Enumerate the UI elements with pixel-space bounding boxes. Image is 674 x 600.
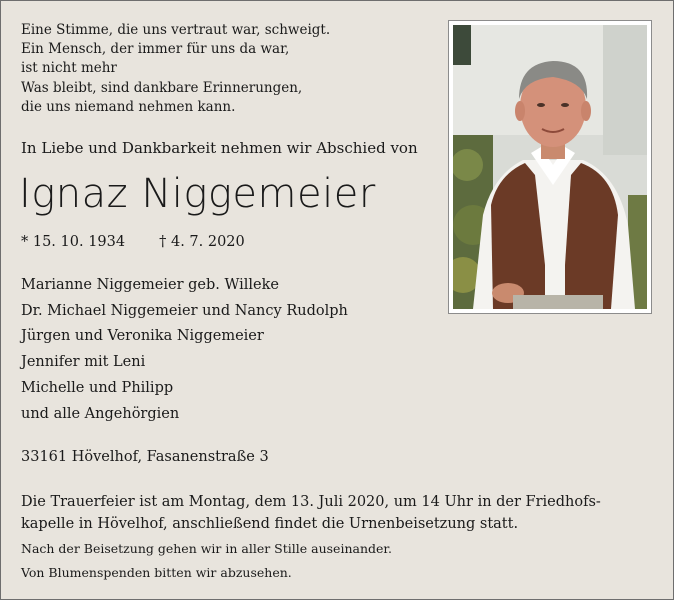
- poem-line: Ein Mensch, der immer für uns da war,: [21, 41, 290, 58]
- mourners-list: [21, 273, 348, 427]
- life-dates: [21, 234, 279, 250]
- burial-note: Nach der Beisetzung gehen wir in aller Stille auseinander.: [21, 541, 392, 556]
- poem-line: Eine Stimme, die uns vertraut war, schweigt.: [21, 22, 331, 38]
- mourner-entry: Dr. Michael Niggemeier und Nancy Rudolph: [21, 302, 348, 319]
- service-line: Die Trauerfeier ist am Montag, dem 13. Juli 2020, um 14 Uhr in der Friedhofs-: [21, 494, 601, 510]
- portrait-photo-image: [453, 25, 647, 309]
- mourner-entry: Marianne Niggemeier geb. Willeke: [21, 277, 280, 293]
- mourner-entry: Michelle und Philipp: [21, 379, 174, 396]
- service-info: [21, 491, 601, 535]
- flowers-note: Von Blumenspenden bitten wir abzusehen.: [21, 565, 292, 580]
- portrait-photo: [448, 20, 652, 314]
- poem-line: Was bleibt, sind dankbare Erinnerungen,: [21, 79, 303, 96]
- service-line: kapelle in Hövelhof, anschließend findet die Urnenbeisetzung statt.: [21, 516, 519, 532]
- poem-line: die uns niemand nehmen kann.: [21, 98, 236, 115]
- mourner-entry: und alle Angehörgien: [21, 405, 180, 422]
- poem: [21, 21, 330, 117]
- death-date: † 4. 7. 2020: [159, 234, 245, 250]
- deceased-name: Ignaz Niggemeier: [19, 171, 376, 217]
- poem-line: ist nicht mehr: [21, 60, 117, 77]
- mourner-entry: Jennifer mit Leni: [21, 354, 146, 371]
- mourner-entry: Jürgen und Veronika Niggemeier: [21, 328, 264, 345]
- birth-date: * 15. 10. 1934: [21, 234, 126, 250]
- intro-text: In Liebe und Dankbarkeit nehmen wir Abschied von: [21, 139, 418, 157]
- address: 33161 Hövelhof, Fasanenstraße 3: [21, 449, 269, 465]
